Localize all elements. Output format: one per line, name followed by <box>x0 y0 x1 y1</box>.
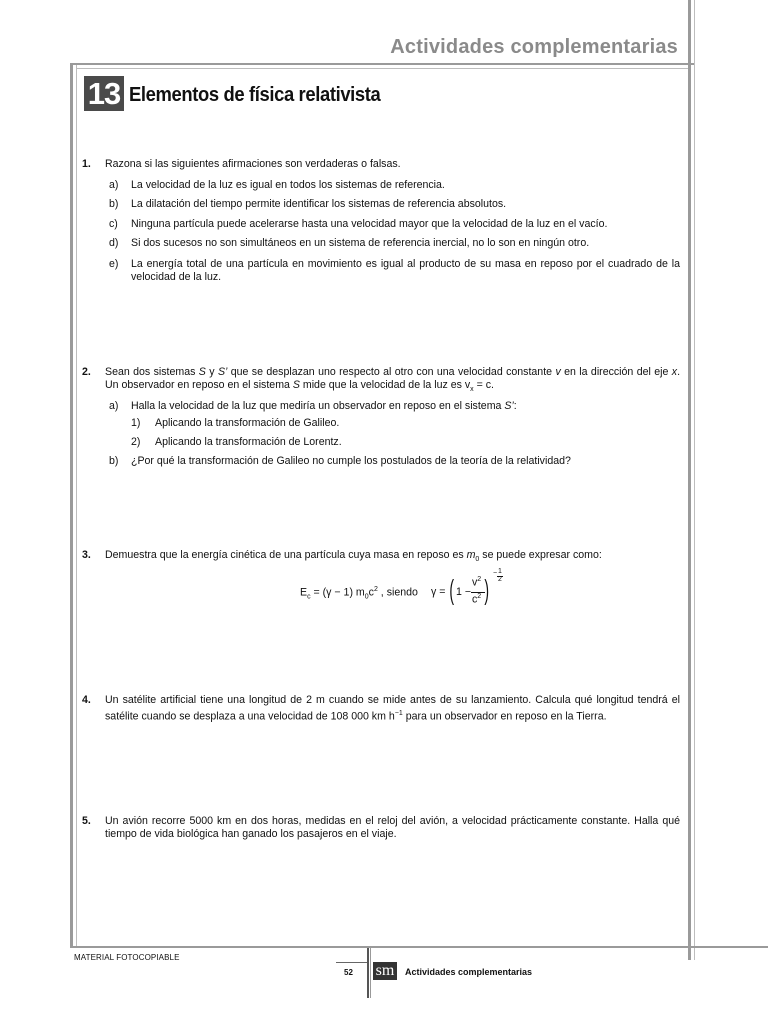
question-subitem <box>131 436 680 449</box>
item-label: a) <box>109 179 119 191</box>
question-item <box>109 400 680 413</box>
item-text: Si dos sucesos no son simultáneos en un sistema de referencia inercial, no lo son en ningún otro. <box>131 237 590 249</box>
item-label: a) <box>109 400 119 412</box>
item-text: Halla la velocidad de la luz que mediría un observador en reposo en el sistema S’: <box>131 400 517 412</box>
kinetic-energy-formula: $E_c = (\gamma - 1)$ $m_0c^2$ , siendo γ = ( 1 − $v^2$ $c^2$ ) − 1 2 <box>300 568 502 606</box>
item-text: Aplicando la transformación de Galileo. <box>155 417 340 429</box>
question-number: 5. <box>82 815 91 827</box>
item-text: La energía total de una partícula en movimiento es igual al producto de su masa en reposo por el cuadrado de la velocidad de la luz. <box>131 258 680 283</box>
question-text: Un satélite artificial tiene una longitud de 2 m cuando se mide antes de su lanzamiento. Calcula qué longitud tendrá el satélite cuando se desplaza a una velocidad de 108 000 km $h^{-1}$ para un observador en reposo en la Tierra. <box>105 694 680 723</box>
frame-line <box>76 68 688 69</box>
unit-title: Elementos de física relativista <box>129 84 381 106</box>
frame-line <box>688 0 691 960</box>
item-label: b) <box>109 198 119 210</box>
left-paren: ( <box>449 574 454 605</box>
question-text: Un avión recorre 5000 km en dos horas, medidas en el reloj del avión, a velocidad prácticamente constante. Halla qué tiempo de vida biológica han ganado los pasajeros en el viaje. <box>105 815 680 840</box>
question-item <box>109 258 680 284</box>
frame-line <box>70 63 694 65</box>
frame-line <box>76 63 77 948</box>
item-label: e) <box>109 258 119 270</box>
item-label: 2) <box>131 436 141 448</box>
footer-divider <box>370 948 371 998</box>
question-subitem <box>131 417 680 430</box>
publisher-logo: sm <box>373 962 397 980</box>
question-4 <box>82 694 680 724</box>
question-text: Demuestra que la energía cinética de una partícula cuya masa en reposo es $m_0$ se puede expresar como: <box>105 549 602 564</box>
footer-title: Actividades complementarias <box>405 967 533 977</box>
question-1 <box>82 158 680 171</box>
footer-divider <box>336 962 368 963</box>
question-3 <box>82 549 680 566</box>
question-number: 2. <box>82 366 91 378</box>
question-text: Sean dos sistemas S y S’ que se desplazan uno respecto al otro con una velocidad constante v en la dirección del eje x. Un observador en reposo en el sistema S mide que la velocidad de la luz es $v_x = c$. <box>105 366 681 394</box>
question-text: Razona si las siguientes afirmaciones son verdaderas o falsas. <box>105 158 401 170</box>
footer-divider <box>367 948 369 998</box>
item-text: Ninguna partícula puede acelerarse hasta una velocidad mayor que la velocidad de la luz en el vacío. <box>131 218 608 230</box>
item-label: b) <box>109 455 119 467</box>
item-text: La dilatación del tiempo permite identificar los sistemas de referencia absolutos. <box>131 198 507 210</box>
item-label: d) <box>109 237 119 249</box>
frame-line <box>70 63 73 948</box>
item-text: Aplicando la transformación de Lorentz. <box>155 436 342 448</box>
footer-copyright: MATERIAL FOTOCOPIABLE <box>74 953 180 962</box>
question-2 <box>82 366 680 396</box>
item-label: c) <box>109 218 118 230</box>
question-number: 1. <box>82 158 91 170</box>
question-5 <box>82 815 680 841</box>
frame-line <box>694 0 695 960</box>
question-item <box>109 179 680 192</box>
item-text: La velocidad de la luz es igual en todos los sistemas de referencia. <box>131 179 445 191</box>
item-text: ¿Por qué la transformación de Galileo no cumple los postulados de la teoría de la relatividad? <box>131 455 571 467</box>
header-title: Actividades complementarias <box>390 36 678 58</box>
question-item <box>109 455 680 468</box>
frame-line <box>70 946 768 948</box>
right-paren: ) <box>484 574 489 605</box>
question-item <box>109 198 680 211</box>
item-label: 1) <box>131 417 141 429</box>
question-item <box>109 218 680 231</box>
unit-number: 13 <box>84 76 124 111</box>
question-number: 3. <box>82 549 91 561</box>
page-number: 52 <box>344 968 353 977</box>
question-number: 4. <box>82 694 91 706</box>
question-item <box>109 237 680 250</box>
